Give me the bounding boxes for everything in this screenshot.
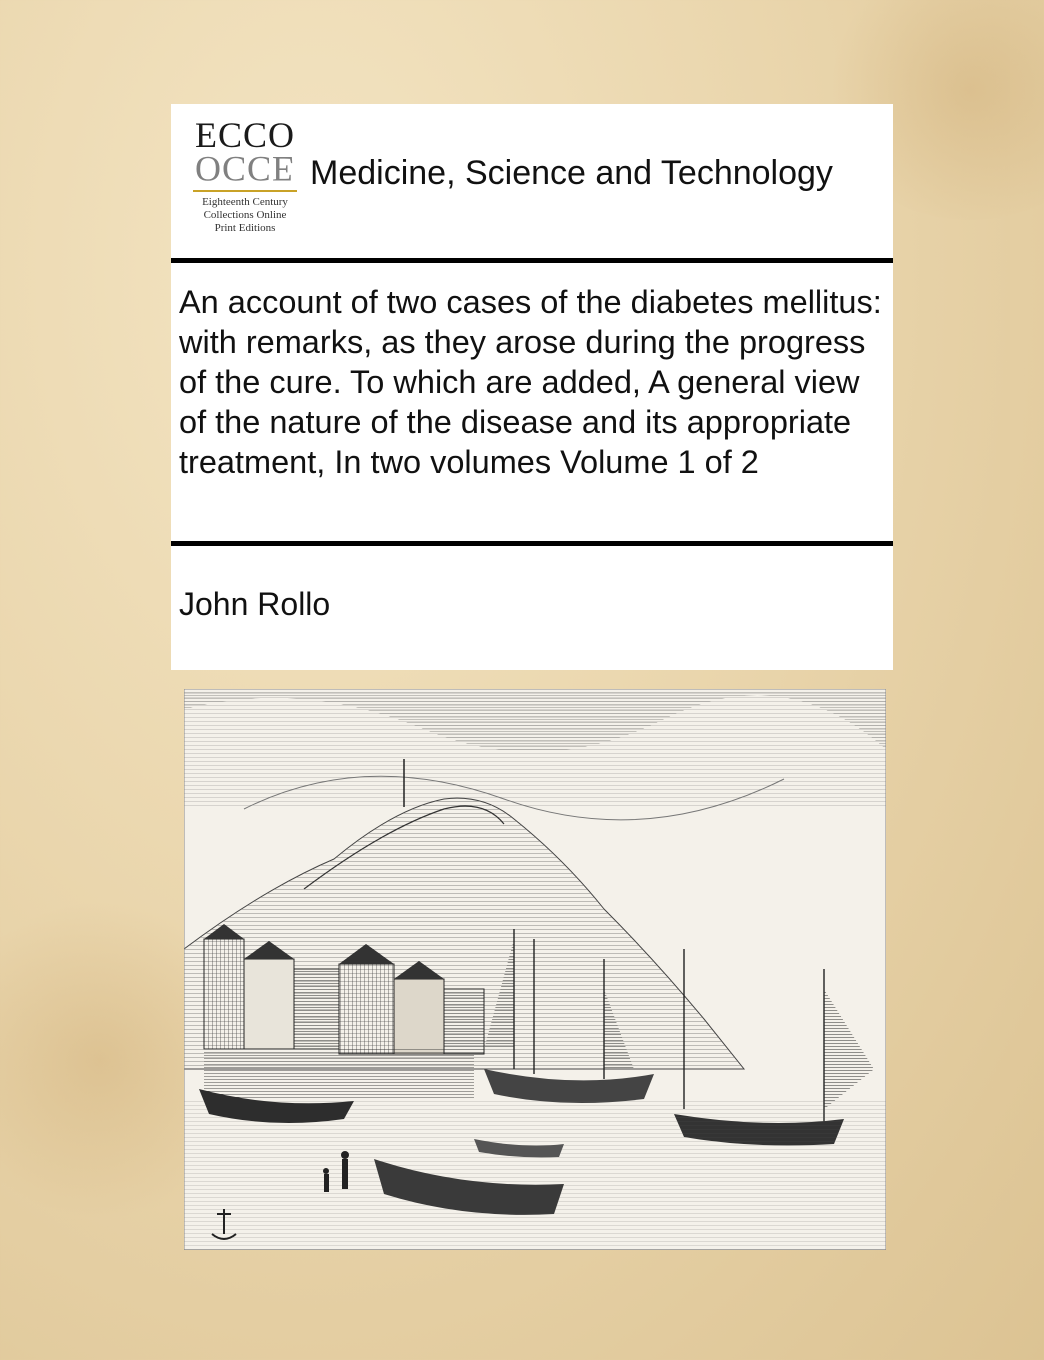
logo-mark-top: ECCO xyxy=(194,115,295,155)
logo-caption-line: Collections Online xyxy=(203,209,287,221)
book-title: An account of two cases of the diabetes mellitus: with remarks, as they arose during the progress of the cure. To which are added, A general view of the nature of the disease and its appropriate treatment, In two volumes Volume 1 of 2 xyxy=(179,284,882,480)
harbour-engraving-icon xyxy=(184,689,886,1250)
logo-caption-line: Eighteenth Century xyxy=(202,196,288,208)
logo-mark-bottom: OCCE xyxy=(194,149,295,189)
divider-rule xyxy=(171,258,893,263)
divider-rule xyxy=(171,541,893,546)
author-name: John Rollo xyxy=(179,586,331,622)
ecco-logo xyxy=(187,115,303,248)
logo-rule xyxy=(193,190,297,192)
series-title: Medicine, Science and Technology xyxy=(310,154,833,192)
logo-caption-line: Print Editions xyxy=(214,222,276,234)
cover-label-panel xyxy=(171,104,893,670)
